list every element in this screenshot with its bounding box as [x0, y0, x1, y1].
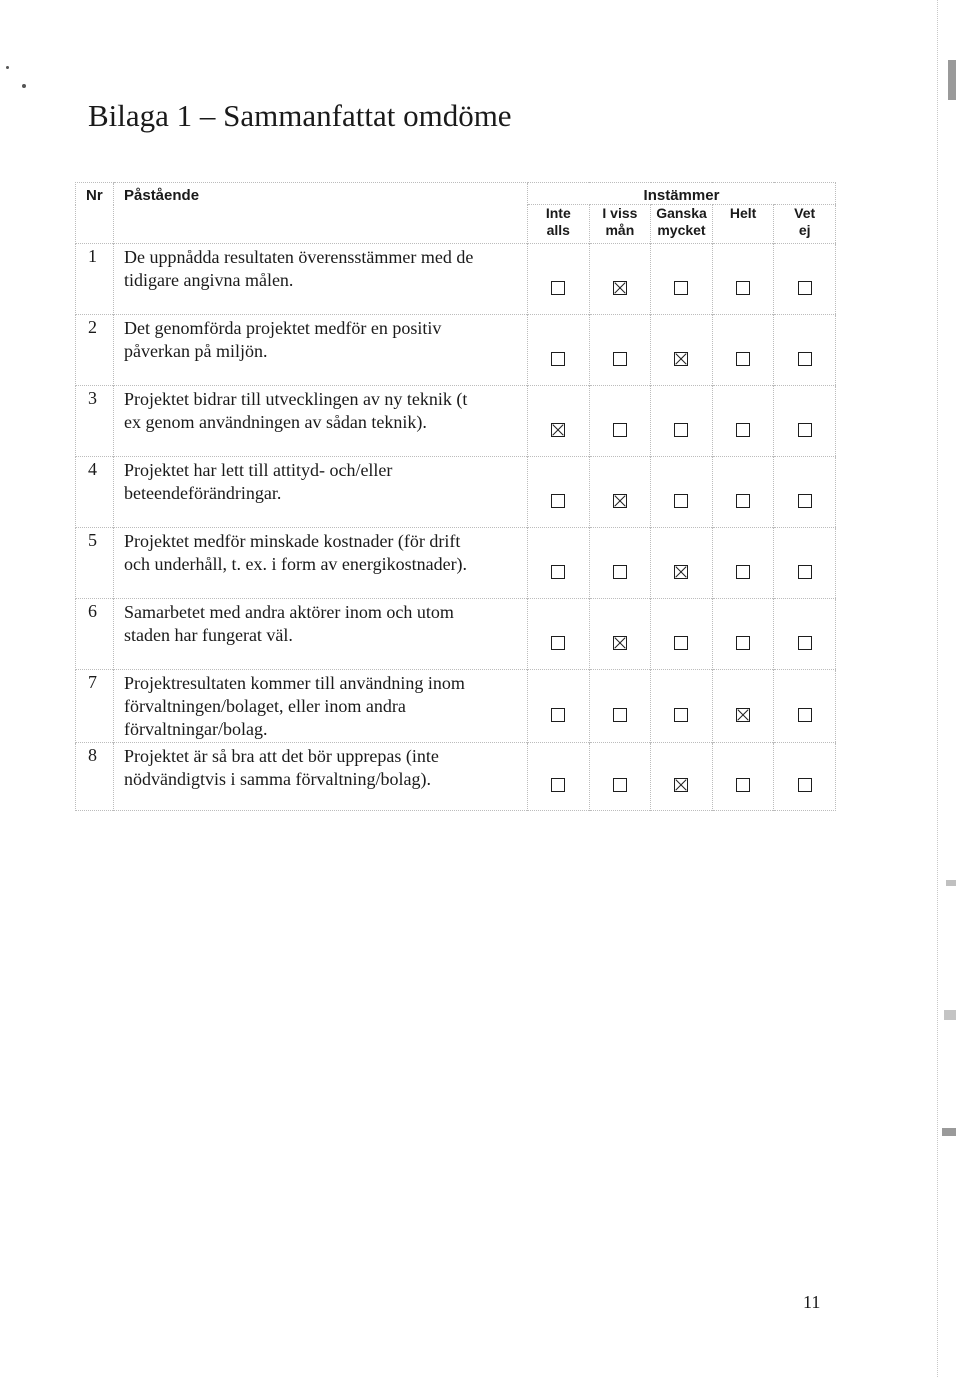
header-option: I viss mån: [589, 205, 651, 244]
option-cell: [528, 670, 590, 743]
table-row: [76, 457, 836, 528]
option-cell: [651, 457, 713, 528]
option-cell: [589, 528, 651, 599]
option-cell: [528, 315, 590, 386]
checkbox[interactable]: [551, 565, 565, 579]
header-option: Inte alls: [528, 205, 590, 244]
option-cell: [774, 670, 836, 743]
header-option: Ganska mycket: [651, 205, 713, 244]
checkbox[interactable]: [736, 494, 750, 508]
scan-edge: [937, 0, 960, 1377]
checkbox[interactable]: [798, 281, 812, 295]
header-option: Vet ej: [774, 205, 836, 244]
option-cell: [589, 315, 651, 386]
table-row: [76, 599, 836, 670]
page-title: Bilaga 1 – Sammanfattat omdöme: [88, 98, 512, 133]
checkbox[interactable]: [798, 565, 812, 579]
table-row: [76, 244, 836, 315]
statement-text: Projektet medför minskade kostnader (för drift och underhåll, t. ex. i form av energikostnader).: [114, 528, 528, 599]
page-number: 11: [803, 1292, 821, 1312]
checkbox[interactable]: [674, 494, 688, 508]
option-cell: [528, 244, 590, 315]
checkbox[interactable]: [613, 565, 627, 579]
statement-text: Projektet bidrar till utvecklingen av ny teknik (t ex genom användningen av sådan teknik).: [114, 386, 528, 457]
checkbox[interactable]: [551, 708, 565, 722]
option-cell: [651, 244, 713, 315]
row-number: 5: [76, 528, 114, 599]
option-cell: [774, 457, 836, 528]
option-cell: [774, 599, 836, 670]
checkbox[interactable]: [613, 352, 627, 366]
row-number: 8: [76, 743, 114, 811]
option-cell: [589, 670, 651, 743]
checkbox[interactable]: [674, 636, 688, 650]
header-group-instammer: Instämmer: [528, 183, 836, 205]
option-cell: [528, 457, 590, 528]
scan-artifact: [946, 880, 956, 886]
row-number: 7: [76, 670, 114, 743]
option-cell: [774, 528, 836, 599]
option-cell: [712, 528, 774, 599]
option-cell: [712, 743, 774, 811]
row-number: 1: [76, 244, 114, 315]
checkbox[interactable]: [736, 565, 750, 579]
checkbox[interactable]: [674, 708, 688, 722]
option-cell: [712, 315, 774, 386]
row-number: 2: [76, 315, 114, 386]
statement-text: De uppnådda resultaten överensstämmer med de tidigare angivna målen.: [114, 244, 528, 315]
assessment-table: [75, 182, 836, 811]
checkbox[interactable]: [736, 352, 750, 366]
statement-text: Projektet är så bra att det bör upprepas (inte nödvändigtvis i samma förvaltning/bolag).: [114, 743, 528, 811]
checked-checkbox[interactable]: [551, 423, 565, 437]
statement-text: Samarbetet med andra aktörer inom och utom staden har fungerat väl.: [114, 599, 528, 670]
checkbox[interactable]: [613, 778, 627, 792]
option-cell: [589, 386, 651, 457]
checkbox[interactable]: [798, 494, 812, 508]
checkbox[interactable]: [798, 636, 812, 650]
checkbox[interactable]: [736, 281, 750, 295]
option-cell: [651, 386, 713, 457]
option-cell: [651, 315, 713, 386]
checkbox[interactable]: [551, 352, 565, 366]
checkbox[interactable]: [798, 778, 812, 792]
scan-dot: [6, 66, 9, 69]
checkbox[interactable]: [551, 636, 565, 650]
checked-checkbox[interactable]: [613, 281, 627, 295]
checked-checkbox[interactable]: [613, 494, 627, 508]
table-row: [76, 528, 836, 599]
option-cell: [589, 244, 651, 315]
row-number: 3: [76, 386, 114, 457]
scan-artifact: [942, 1128, 956, 1136]
checkbox[interactable]: [736, 778, 750, 792]
checked-checkbox[interactable]: [613, 636, 627, 650]
checkbox[interactable]: [798, 708, 812, 722]
option-cell: [651, 670, 713, 743]
option-cell: [528, 386, 590, 457]
row-number: 4: [76, 457, 114, 528]
option-cell: [651, 528, 713, 599]
option-cell: [528, 599, 590, 670]
checked-checkbox[interactable]: [674, 778, 688, 792]
checkbox[interactable]: [674, 423, 688, 437]
checkbox[interactable]: [798, 423, 812, 437]
option-cell: [712, 599, 774, 670]
checkbox[interactable]: [736, 636, 750, 650]
option-cell: [712, 670, 774, 743]
scan-artifact: [944, 1010, 956, 1020]
checkbox[interactable]: [551, 281, 565, 295]
header-nr: Nr: [76, 183, 114, 244]
checked-checkbox[interactable]: [674, 352, 688, 366]
scan-dot: [22, 84, 26, 88]
checked-checkbox[interactable]: [736, 708, 750, 722]
table-row: [76, 315, 836, 386]
checkbox[interactable]: [613, 708, 627, 722]
option-cell: [589, 457, 651, 528]
option-cell: [712, 244, 774, 315]
scan-artifact: [948, 60, 956, 100]
row-number: 6: [76, 599, 114, 670]
checked-checkbox[interactable]: [674, 565, 688, 579]
option-cell: [528, 743, 590, 811]
option-cell: [774, 244, 836, 315]
option-cell: [774, 386, 836, 457]
option-cell: [589, 599, 651, 670]
option-cell: [774, 743, 836, 811]
statement-text: Projektet har lett till attityd- och/eller beteendeförändringar.: [114, 457, 528, 528]
header-option: Helt: [712, 205, 774, 244]
table-row: [76, 743, 836, 811]
statement-text: Det genomförda projektet medför en positiv påverkan på miljön.: [114, 315, 528, 386]
header-statement: Påstående: [114, 183, 528, 244]
checkbox[interactable]: [736, 423, 750, 437]
option-cell: [528, 528, 590, 599]
table-row: [76, 386, 836, 457]
checkbox[interactable]: [798, 352, 812, 366]
statement-text: Projektresultaten kommer till användning inom förvaltningen/bolaget, eller inom andra förvaltningar/bolag.: [114, 670, 528, 743]
option-cell: [774, 315, 836, 386]
option-cell: [651, 599, 713, 670]
checkbox[interactable]: [613, 423, 627, 437]
checkbox[interactable]: [674, 281, 688, 295]
option-cell: [712, 386, 774, 457]
checkbox[interactable]: [551, 494, 565, 508]
option-cell: [651, 743, 713, 811]
option-cell: [712, 457, 774, 528]
table-row: [76, 670, 836, 743]
option-cell: [589, 743, 651, 811]
checkbox[interactable]: [551, 778, 565, 792]
